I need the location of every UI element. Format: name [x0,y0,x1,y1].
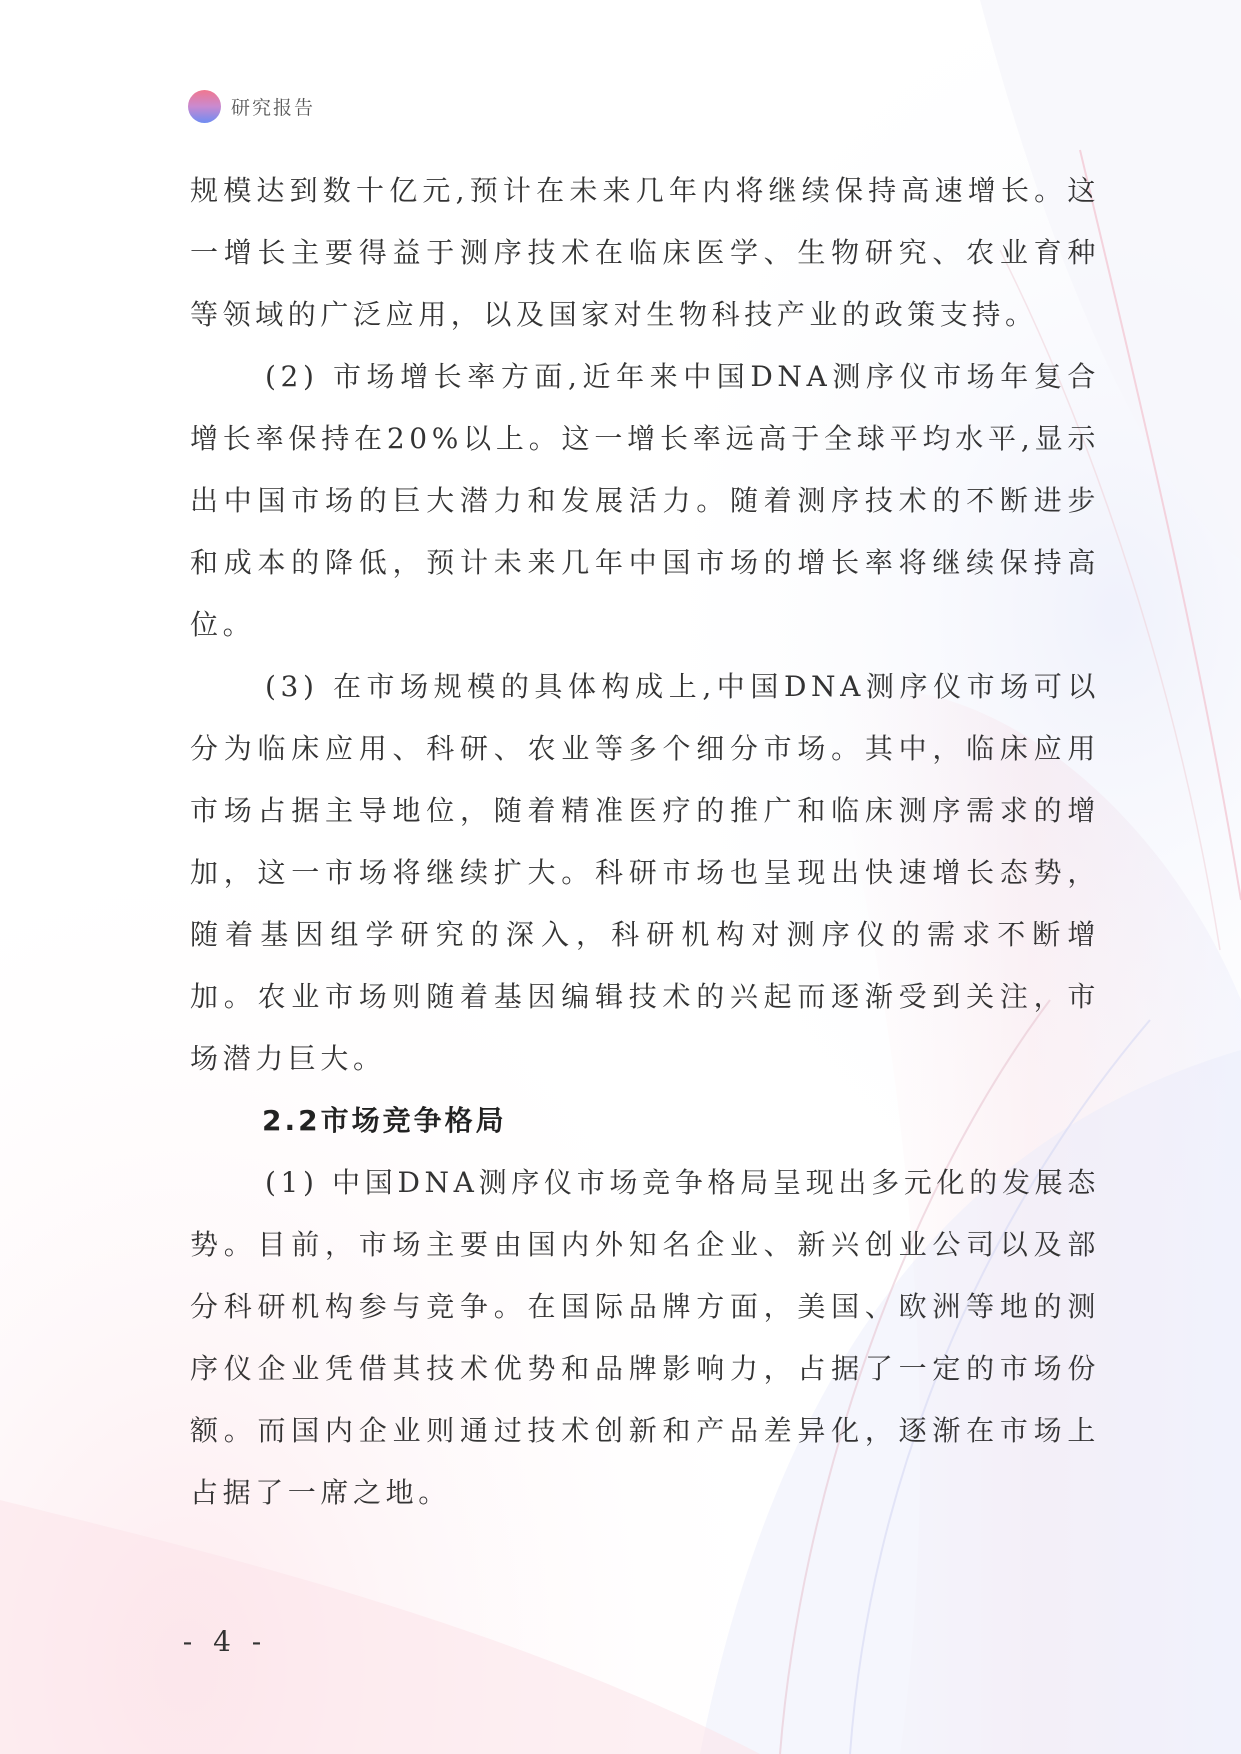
paragraph-market-size: 规模达到数十亿元,预计在未来几年内将继续保持高速增长。这一增长主要得益于测序技术在临床医学、生物研究、农业育种等领域的广泛应用，以及国家对生物科技产业的政策支持。 [190,174,1100,331]
header-label: 研究报告 [231,96,316,119]
paragraph-market-composition: (3) 在市场规模的具体构成上,中国DNA测序仪市场可以分为临床应用、科研、农业等多个细分市场。其中，临床应用市场占据主导地位，随着精准医疗的推广和临床测序需求的增加，这一市场将继续扩大。科研市场也呈现出快速增长态势，随着基因组学研究的深入，科研机构对测序仪的需求不断增加。农业市场则随着基因编辑技术的兴起而逐渐受到关注，市场潜力巨大。 [190,670,1100,1075]
section-heading: 2.2市场竞争格局 [262,1104,507,1137]
paragraph-competition: (1) 中国DNA测序仪市场竞争格局呈现出多元化的发展态势。目前，市场主要由国内外知名企业、新兴创业公司以及部分科研机构参与竞争。在国际品牌方面，美国、欧洲等地的测序仪企业凭借其技术优势和品牌影响力，占据了一定的市场份额。而国内企业则通过技术创新和产品差异化，逐渐在市场上占据了一席之地。 [190,1166,1100,1509]
page-number: - 4 - [182,1625,268,1658]
report-header [188,88,315,124]
paragraph-growth-rate: (2) 市场增长率方面,近年来中国DNA测序仪市场年复合增长率保持在20%以上。这一增长率远高于全球平均水平,显示出中国市场的巨大潜力和发展活力。随着测序技术的不断进步和成本的降低，预计未来几年中国市场的增长率将继续保持高位。 [190,360,1100,641]
logo-icon [188,90,221,123]
document-body [190,160,1100,1524]
